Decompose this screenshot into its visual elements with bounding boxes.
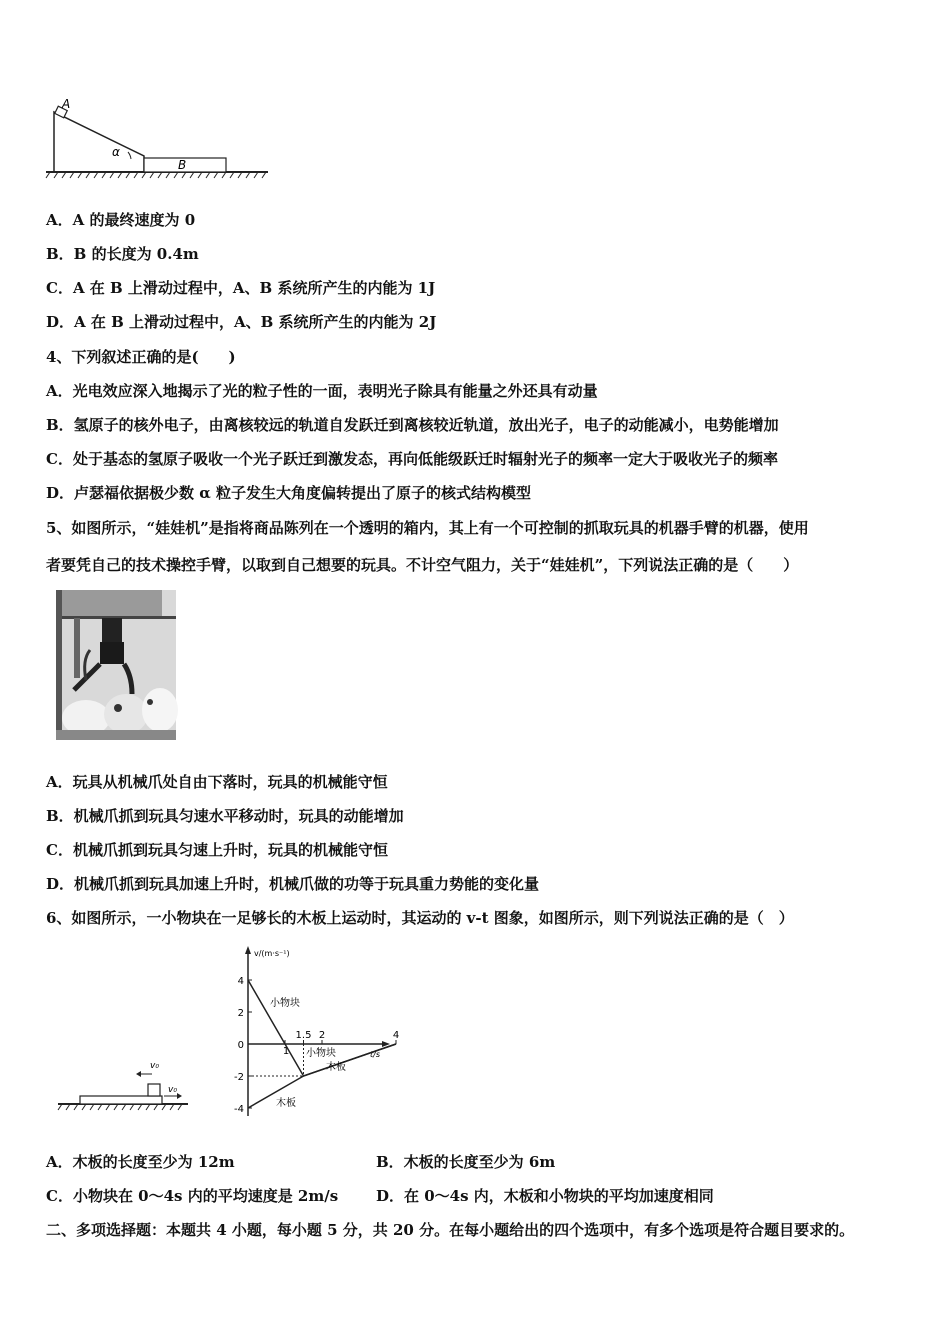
x-tick-label: 4	[392, 1030, 400, 1041]
q6-option-c: C．小物块在 0～4s 内的平均速度是 2m/s	[46, 1187, 339, 1205]
annotation-block-top: 小物块	[270, 998, 300, 1009]
q5-stem-line2: 者要凭自己的技术操控手臂，以取到自己想要的玩具。不计空气阻力，关于“娃娃机”，下列说法正确的是（ ）	[46, 556, 799, 574]
q3-option-a: A．A 的最终速度为 0	[46, 211, 196, 229]
label-b: B	[178, 158, 187, 172]
annotation-board-right: 木板	[326, 1062, 346, 1073]
y-axis-label: v/(m·s⁻¹)	[254, 949, 290, 958]
q4-option-c: C．处于基态的氢原子吸收一个光子跃迁到激发态，再向低能级跃迁时辐射光子的频率一定大于吸收光子的频率	[46, 450, 778, 468]
q6-option-b: B．木板的长度至少为 6m	[376, 1153, 556, 1171]
board-block-figure	[56, 1056, 196, 1116]
q5-stem-line1: 5、如图所示，“娃娃机”是指将商品陈列在一个透明的箱内，其上有一个可控制的抓取玩具的机器手臂的机器，使用	[46, 519, 809, 537]
y-tick-label: 0	[237, 1040, 244, 1051]
label-angle: α	[112, 145, 120, 159]
x-tick-label: 1	[282, 1046, 290, 1057]
incline-outline	[54, 112, 144, 172]
q6-stem: 6、如图所示，一小物块在一足够长的木板上运动时，其运动的 v-t 图象，如图所示，则下列说法正确的是（ ）	[46, 909, 794, 927]
y-tick-label: -2	[234, 1072, 244, 1083]
board	[80, 1096, 162, 1104]
x-tick-label: 1.5	[295, 1030, 312, 1041]
q4-option-b: B．氢原子的核外电子，由离核较远的轨道自发跃迁到离核较近轨道，放出光子，电子的动能减小，电势能增加	[46, 416, 779, 434]
annotation-block-bottom: 小物块	[306, 1048, 336, 1059]
claw-machine-photo	[56, 590, 176, 740]
y-tick-label: -4	[234, 1104, 244, 1115]
block	[148, 1084, 160, 1096]
x-axis-label: t/s	[370, 1050, 380, 1059]
y-tick-label: 2	[237, 1008, 244, 1019]
section2-heading: 二、多项选择题：本题共 4 小题，每小题 5 分，共 20 分。在每小题给出的四个选项中，有多个选项是符合题目要求的。	[46, 1221, 855, 1239]
q3-option-d: D．A 在 B 上滑动过程中，A、B 系统所产生的内能为 2J	[46, 313, 437, 331]
y-tick-label: 4	[237, 976, 244, 987]
q3-option-b: B．B 的长度为 0.4m	[46, 245, 199, 263]
annotation-board-bottom: 木板	[276, 1098, 296, 1109]
q5-option-d: D．机械爪抓到玩具加速上升时，机械爪做的功等于玩具重力势能的变化量	[46, 875, 540, 893]
y-axis-arrow	[245, 946, 251, 954]
q4-option-a: A．光电效应深入地揭示了光的粒子性的一面，表明光子除具有能量之外还具有动量	[46, 382, 598, 400]
label-a: A	[62, 97, 71, 111]
series-line-block	[248, 980, 396, 1076]
label-v0-top: v₀	[150, 1061, 159, 1071]
label-v0-bottom: v₀	[168, 1085, 177, 1095]
incline-figure	[40, 92, 275, 184]
angle-arc	[128, 152, 131, 159]
vt-chart	[222, 944, 400, 1122]
q3-option-c: C．A 在 B 上滑动过程中，A、B 系统所产生的内能为 1J	[46, 279, 436, 297]
q5-option-a: A．玩具从机械爪处自由下落时，玩具的机械能守恒	[46, 773, 388, 791]
q4-stem: 4、下列叙述正确的是( )	[46, 348, 236, 366]
q6-option-d: D．在 0～4s 内，木板和小物块的平均加速度相同	[376, 1187, 714, 1205]
q6-option-a: A．木板的长度至少为 12m	[46, 1153, 235, 1171]
q4-option-d: D．卢瑟福依据极少数 α 粒子发生大角度偏转提出了原子的核式结构模型	[46, 484, 531, 502]
q5-option-c: C．机械爪抓到玩具匀速上升时，玩具的机械能守恒	[46, 841, 388, 859]
x-tick-label: 2	[318, 1030, 326, 1041]
q5-option-b: B．机械爪抓到玩具匀速水平移动时，玩具的动能增加	[46, 807, 404, 825]
